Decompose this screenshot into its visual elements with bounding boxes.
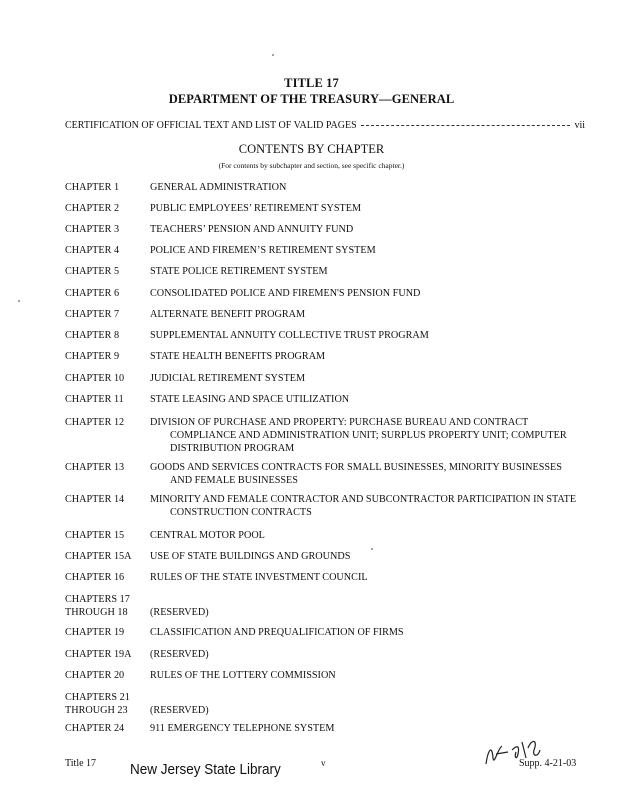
chapter-title <box>150 265 595 278</box>
chapter-number <box>65 350 149 363</box>
chapter-title <box>150 571 595 584</box>
chapter-title-line: TEACHERS’ PENSION AND ANNUITY FUND <box>150 224 354 235</box>
chapter-title-line: MINORITY AND FEMALE CONTRACTOR AND SUBCONTRACTOR PARTICIPATION IN STATE <box>150 494 577 505</box>
chapter-number <box>65 308 149 321</box>
chapter-title-line: CONSTRUCTION CONTRACTS <box>170 507 312 518</box>
chapter-title <box>150 416 595 455</box>
footer-title: Title 17 <box>65 758 97 769</box>
certification-line <box>65 120 585 131</box>
chapter-title-line: RULES OF THE STATE INVESTMENT COUNCIL <box>150 572 368 583</box>
chapter-title <box>150 244 595 257</box>
chapter-number-line: CHAPTER 6 <box>65 288 120 299</box>
chapter-number <box>65 287 149 300</box>
department-title: DEPARTMENT OF THE TREASURY—GENERAL <box>168 92 455 106</box>
chapter-title <box>150 493 595 519</box>
chapter-number-line: CHAPTER 3 <box>65 224 120 235</box>
chapter-number <box>65 571 149 584</box>
chapter-title <box>150 181 595 194</box>
chapter-title-line <box>150 691 595 704</box>
chapter-number-line: CHAPTER 16 <box>65 572 125 583</box>
chapter-number <box>65 493 149 506</box>
chapter-title-line: AND FEMALE BUSINESSES <box>170 475 298 486</box>
chapter-number-line: CHAPTER 19A <box>65 649 132 660</box>
chapter-number-line: CHAPTER 2 <box>65 203 120 214</box>
chapter-number-line: CHAPTER 14 <box>65 494 125 505</box>
chapter-title-line: STATE POLICE RETIREMENT SYSTEM <box>150 266 328 277</box>
supplement-date: Supp. 4-21-03 <box>519 758 577 769</box>
chapter-title <box>150 461 595 487</box>
chapter-number <box>65 722 149 735</box>
chapter-title <box>150 287 595 300</box>
chapter-number-line: CHAPTER 4 <box>65 245 120 256</box>
chapter-number <box>65 461 149 474</box>
chapter-number-line: CHAPTER 15A <box>65 551 132 562</box>
chapter-number-line: CHAPTER 12 <box>65 417 125 428</box>
chapter-title-line: SUPPLEMENTAL ANNUITY COLLECTIVE TRUST PROGRAM <box>150 330 429 341</box>
chapter-title-line: PUBLIC EMPLOYEES’ RETIREMENT SYSTEM <box>150 203 362 214</box>
chapter-number-line: CHAPTER 19 <box>65 627 125 638</box>
chapter-number <box>65 626 149 639</box>
chapter-title-line: RULES OF THE LOTTERY COMMISSION <box>150 670 336 681</box>
chapter-number-line: CHAPTER 15 <box>65 530 125 541</box>
chapter-title-line <box>150 593 595 606</box>
chapter-title <box>150 223 595 236</box>
chapter-title-line: JUDICIAL RETIREMENT SYSTEM <box>150 373 306 384</box>
chapter-title <box>150 669 595 682</box>
chapter-title-line: GOODS AND SERVICES CONTRACTS FOR SMALL BUSINESSES, MINORITY BUSINESSES <box>150 462 562 473</box>
chapter-title <box>150 372 595 385</box>
chapter-title <box>150 329 595 342</box>
chapter-number <box>65 648 149 661</box>
chapter-number <box>65 550 149 563</box>
chapter-number-line: CHAPTER 1 <box>65 182 120 193</box>
chapter-title <box>150 202 595 215</box>
chapter-title-line: (RESERVED) <box>150 705 209 716</box>
chapter-title <box>150 550 595 563</box>
certification-page: vii <box>574 120 585 131</box>
chapter-title-line: USE OF STATE BUILDINGS AND GROUNDS <box>150 551 351 562</box>
chapter-title-line: DIVISION OF PURCHASE AND PROPERTY: PURCHASE BUREAU AND CONTRACT <box>150 417 529 428</box>
chapter-number-line: CHAPTER 10 <box>65 373 125 384</box>
scan-speck <box>371 548 373 550</box>
chapter-title <box>150 393 595 406</box>
chapter-title-line: POLICE AND FIREMEN’S RETIREMENT SYSTEM <box>150 245 376 256</box>
chapter-title-line: DISTRIBUTION PROGRAM <box>170 443 295 454</box>
chapter-number <box>65 393 149 406</box>
library-stamp: New Jersey State Library <box>130 761 281 778</box>
chapter-title-line: ALTERNATE BENEFIT PROGRAM <box>150 309 306 320</box>
chapter-number <box>65 223 149 236</box>
chapter-number-line: CHAPTER 20 <box>65 670 125 681</box>
chapter-title <box>150 593 595 619</box>
chapter-title-line: GENERAL ADMINISTRATION <box>150 182 287 193</box>
chapter-number <box>65 181 149 194</box>
chapter-number <box>65 416 149 429</box>
chapter-number-line: CHAPTERS 21 <box>65 692 130 703</box>
chapter-number <box>65 244 149 257</box>
chapter-title-line: CONSOLIDATED POLICE AND FIREMEN'S PENSION FUND <box>150 288 421 299</box>
scan-speck <box>272 54 274 56</box>
chapter-number <box>65 593 149 619</box>
chapter-number-line: CHAPTER 11 <box>65 394 124 405</box>
chapter-title <box>150 529 595 542</box>
chapter-number <box>65 202 149 215</box>
chapter-number <box>65 265 149 278</box>
chapter-title <box>150 691 595 717</box>
chapter-number-line: CHAPTER 8 <box>65 330 120 341</box>
scan-speck <box>18 300 20 302</box>
chapter-number <box>65 669 149 682</box>
chapter-title-line: (RESERVED) <box>150 607 209 618</box>
chapter-title-line: 911 EMERGENCY TELEPHONE SYSTEM <box>150 723 335 734</box>
contents-note: (For contents by subchapter and section, see specific chapter.) <box>218 161 405 170</box>
dot-leader <box>361 118 571 126</box>
chapter-title-line: STATE HEALTH BENEFITS PROGRAM <box>150 351 326 362</box>
title-number: TITLE 17 <box>284 76 339 90</box>
chapter-number-line: CHAPTER 5 <box>65 266 120 277</box>
chapter-number <box>65 329 149 342</box>
chapter-title <box>150 626 595 639</box>
chapter-number-line: CHAPTER 7 <box>65 309 120 320</box>
chapter-number <box>65 691 149 717</box>
chapter-number-line: CHAPTER 13 <box>65 462 125 473</box>
chapter-number-line: THROUGH 18 <box>65 607 128 618</box>
chapter-title <box>150 308 595 321</box>
chapter-number-line: CHAPTERS 17 <box>65 594 130 605</box>
chapter-number <box>65 529 149 542</box>
handwritten-initials <box>478 728 558 772</box>
chapter-number-line: THROUGH 23 <box>65 705 128 716</box>
chapter-number <box>65 372 149 385</box>
contents-heading: CONTENTS BY CHAPTER <box>238 142 385 156</box>
chapter-number-line: CHAPTER 24 <box>65 723 125 734</box>
chapter-title <box>150 648 595 661</box>
chapter-title <box>150 350 595 363</box>
chapter-title-line: COMPLIANCE AND ADMINISTRATION UNIT; SURPLUS PROPERTY UNIT; COMPUTER <box>170 430 567 441</box>
chapter-title-line: (RESERVED) <box>150 649 209 660</box>
chapter-number-line: CHAPTER 9 <box>65 351 120 362</box>
certification-label: CERTIFICATION OF OFFICIAL TEXT AND LIST OF VALID PAGES <box>65 120 357 131</box>
page-number: v <box>321 758 326 768</box>
chapter-title-line: STATE LEASING AND SPACE UTILIZATION <box>150 394 350 405</box>
chapter-title-line: CENTRAL MOTOR POOL <box>150 530 265 541</box>
chapter-title-line: CLASSIFICATION AND PREQUALIFICATION OF FIRMS <box>150 627 404 638</box>
